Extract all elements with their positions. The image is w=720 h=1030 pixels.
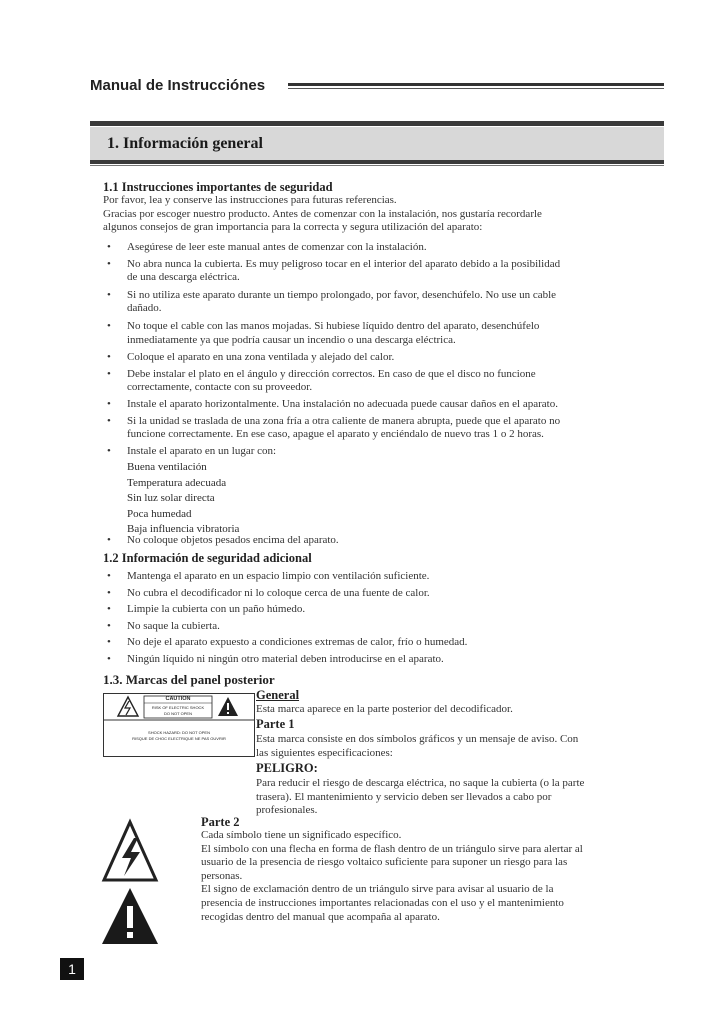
caution-label-title: CAUTION xyxy=(165,696,191,702)
caution-label xyxy=(103,693,255,757)
list-item xyxy=(103,289,560,316)
part1-label: Parte 1 xyxy=(256,717,295,731)
exclamation-mark-dot xyxy=(227,712,229,714)
part1-paragraph xyxy=(256,733,578,760)
list-item-text: • Si no utiliza este aparato durante un tiempo prolongado, por favor, desenchúfelo. No use un cable xyxy=(127,288,557,301)
part2-line: El símbolo con una flecha en forma de flash dentro de un triángulo sirve para alertar al xyxy=(201,842,583,855)
caution-label-small-2: DO NOT OPEN xyxy=(164,711,192,716)
part2-line: usuario de la presencia de riesgo voltaico suficiente para suponer un riesgo para las xyxy=(201,856,568,869)
list-item xyxy=(103,258,560,285)
list-item-text: • No cubra el decodificador ni lo coloque cerca de una fuente de calor. xyxy=(127,586,430,599)
intro-line: algunos consejos de gran importancia para la correcta y segura utilización del aparato: xyxy=(103,221,483,234)
condition-item: Poca humedad xyxy=(127,507,192,520)
additional-safety-list xyxy=(103,570,467,667)
list-item-text: • Coloque el aparato en una zona ventilada y alejado del calor. xyxy=(127,351,395,364)
list-item-text: • Limpie la cubierta con un paño húmedo. xyxy=(127,603,306,616)
list-item xyxy=(103,570,467,584)
peligro-line: Para reducir el riesgo de descarga eléctrica, no saque la cubierta (o la parte xyxy=(256,777,585,789)
list-item xyxy=(103,653,467,667)
section-banner-bottom-rule xyxy=(90,160,664,164)
part2-paragraph xyxy=(201,829,583,924)
part2-label: Parte 2 xyxy=(201,815,240,829)
list-item xyxy=(103,445,560,459)
caution-label-graphic xyxy=(104,694,254,756)
part2-line: presencia de instrucciones importantes relacionadas con el uso y el mantenimiento xyxy=(201,896,564,909)
list-item-text: • Mantenga el aparato en un espacio limpio con ventilación suficiente. xyxy=(127,570,430,582)
list-item xyxy=(103,636,467,650)
list-item-text: • No deje el aparato expuesto a condiciones extremas de calor, frío o humedad. xyxy=(127,636,468,649)
list-item xyxy=(103,603,467,617)
list-item-text: de una descarga eléctrica. xyxy=(127,271,240,284)
general-label: General xyxy=(256,688,300,702)
lightning-warning-icon xyxy=(100,818,160,886)
page-number: 1 xyxy=(60,958,84,980)
condition-item: Temperatura adecuada xyxy=(127,476,227,489)
condition-item: Sin luz solar directa xyxy=(127,492,215,505)
exclamation-mark-stem xyxy=(227,703,229,710)
part2-line: Cada símbolo tiene un significado específico. xyxy=(201,829,402,841)
intro-line: Por favor, lea y conserve las instrucciones para futuras referencias. xyxy=(103,194,397,206)
last-bullet-list xyxy=(103,534,339,548)
list-item xyxy=(103,398,560,412)
part2-line: El signo de exclamación dentro de un triángulo sirve para avisar al usuario de la xyxy=(201,883,554,896)
section-banner-top-rule xyxy=(90,121,664,126)
subsection-heading-1-3: 1.3. Marcas del panel posterior xyxy=(103,672,275,687)
peligro-label: PELIGRO: xyxy=(256,761,318,775)
list-item-text: • Asegúrese de leer este manual antes de comenzar con la instalación. xyxy=(127,241,427,253)
exclamation-warning-icon xyxy=(100,886,160,946)
subsection-heading-1-2: 1.2 Información de seguridad adicional xyxy=(103,551,312,565)
list-item xyxy=(103,587,467,601)
peligro-line: profesionales. xyxy=(256,804,318,817)
list-item-text: • Instale el aparato en un lugar con: xyxy=(127,444,277,457)
manual-title: Manual de Instrucciónes xyxy=(90,77,266,94)
list-item xyxy=(103,320,560,347)
list-item-text: • Si la unidad se traslada de una zona fría a otra caliente de manera abrupta, puede que el aparato no xyxy=(127,414,561,427)
list-item-text: funcione correctamente. En ese caso, apague el aparato y enciéndalo de nuevo tras 1 o 2 horas. xyxy=(127,428,544,441)
intro-line: Gracias por escoger nuestro producto. Antes de comenzar con la instalación, nos gustaría recordarle xyxy=(103,207,542,220)
list-item-text: • No toque el cable con las manos mojadas. Si hubiese líquido dentro del aparato, desenchúfelo xyxy=(127,319,540,332)
section-title: 1. Información general xyxy=(107,135,263,152)
caution-label-warning-1: SHOCK HAZARD: DO NOT OPEN xyxy=(148,730,210,735)
list-item xyxy=(103,351,560,365)
caution-label-warning-2: RISQUE DE CHOC ELECTRIQUE NE PAS OUVRIR xyxy=(132,736,226,741)
list-item-text: inmediatamente ya que podría causar un incendio o una descarga eléctrica. xyxy=(127,333,456,346)
list-item-text: • Instale el aparato horizontalmente. Una instalación no adecuada puede causar daños en el aparato. xyxy=(127,397,558,410)
general-text: Esta marca aparece en la parte posterior del decodificador. xyxy=(256,703,513,715)
condition-item: Buena ventilación xyxy=(127,461,207,473)
part2-line: recogidas dentro del manual que acompaña al aparato. xyxy=(201,910,440,923)
list-item xyxy=(103,368,560,395)
subsection-heading-1-1: 1.1 Instrucciones importantes de seguridad xyxy=(103,180,333,194)
list-item-text: • No abra nunca la cubierta. Es muy peligroso tocar en el interior del aparato debido a la posibilidad xyxy=(127,257,561,270)
intro-paragraph xyxy=(103,194,542,235)
list-item xyxy=(103,241,560,255)
header-rule-thin xyxy=(288,88,664,89)
part2-line: personas. xyxy=(201,869,243,882)
safety-bullet-list xyxy=(103,241,560,458)
list-item-text: • Debe instalar el plato en el ángulo y dirección correctos. En caso de que el disco no funcione xyxy=(127,367,536,380)
conditions-list xyxy=(127,461,239,537)
list-item-text: • Ningún líquido ni ningún otro material deben introducirse en el aparato. xyxy=(127,652,444,665)
header-rule xyxy=(288,83,664,86)
section-banner-bottom-thin-rule xyxy=(90,165,664,166)
list-item xyxy=(103,620,467,634)
list-item-text: dañado. xyxy=(127,302,162,315)
lightning-triangle-icon xyxy=(118,697,138,716)
condition-item: Baja influencia vibratoria xyxy=(127,523,240,536)
part1-line: Esta marca consiste en dos símbolos gráficos y un mensaje de aviso. Con xyxy=(256,733,579,745)
list-item-text: • No coloque objetos pesados encima del aparato. xyxy=(127,534,339,546)
caution-label-small-1: RISK OF ELECTRIC SHOCK xyxy=(151,705,205,710)
peligro-line: trasera). El mantenimiento y servicio deben ser llevados a cabo por xyxy=(256,790,552,803)
peligro-paragraph xyxy=(256,777,584,818)
list-item xyxy=(103,415,560,442)
list-item xyxy=(103,534,339,548)
list-item-text: • No saque la cubierta. xyxy=(127,619,220,632)
list-item-text: correctamente, contacte con su proveedor. xyxy=(127,381,313,394)
part1-line: las siguientes especificaciones: xyxy=(256,746,393,759)
